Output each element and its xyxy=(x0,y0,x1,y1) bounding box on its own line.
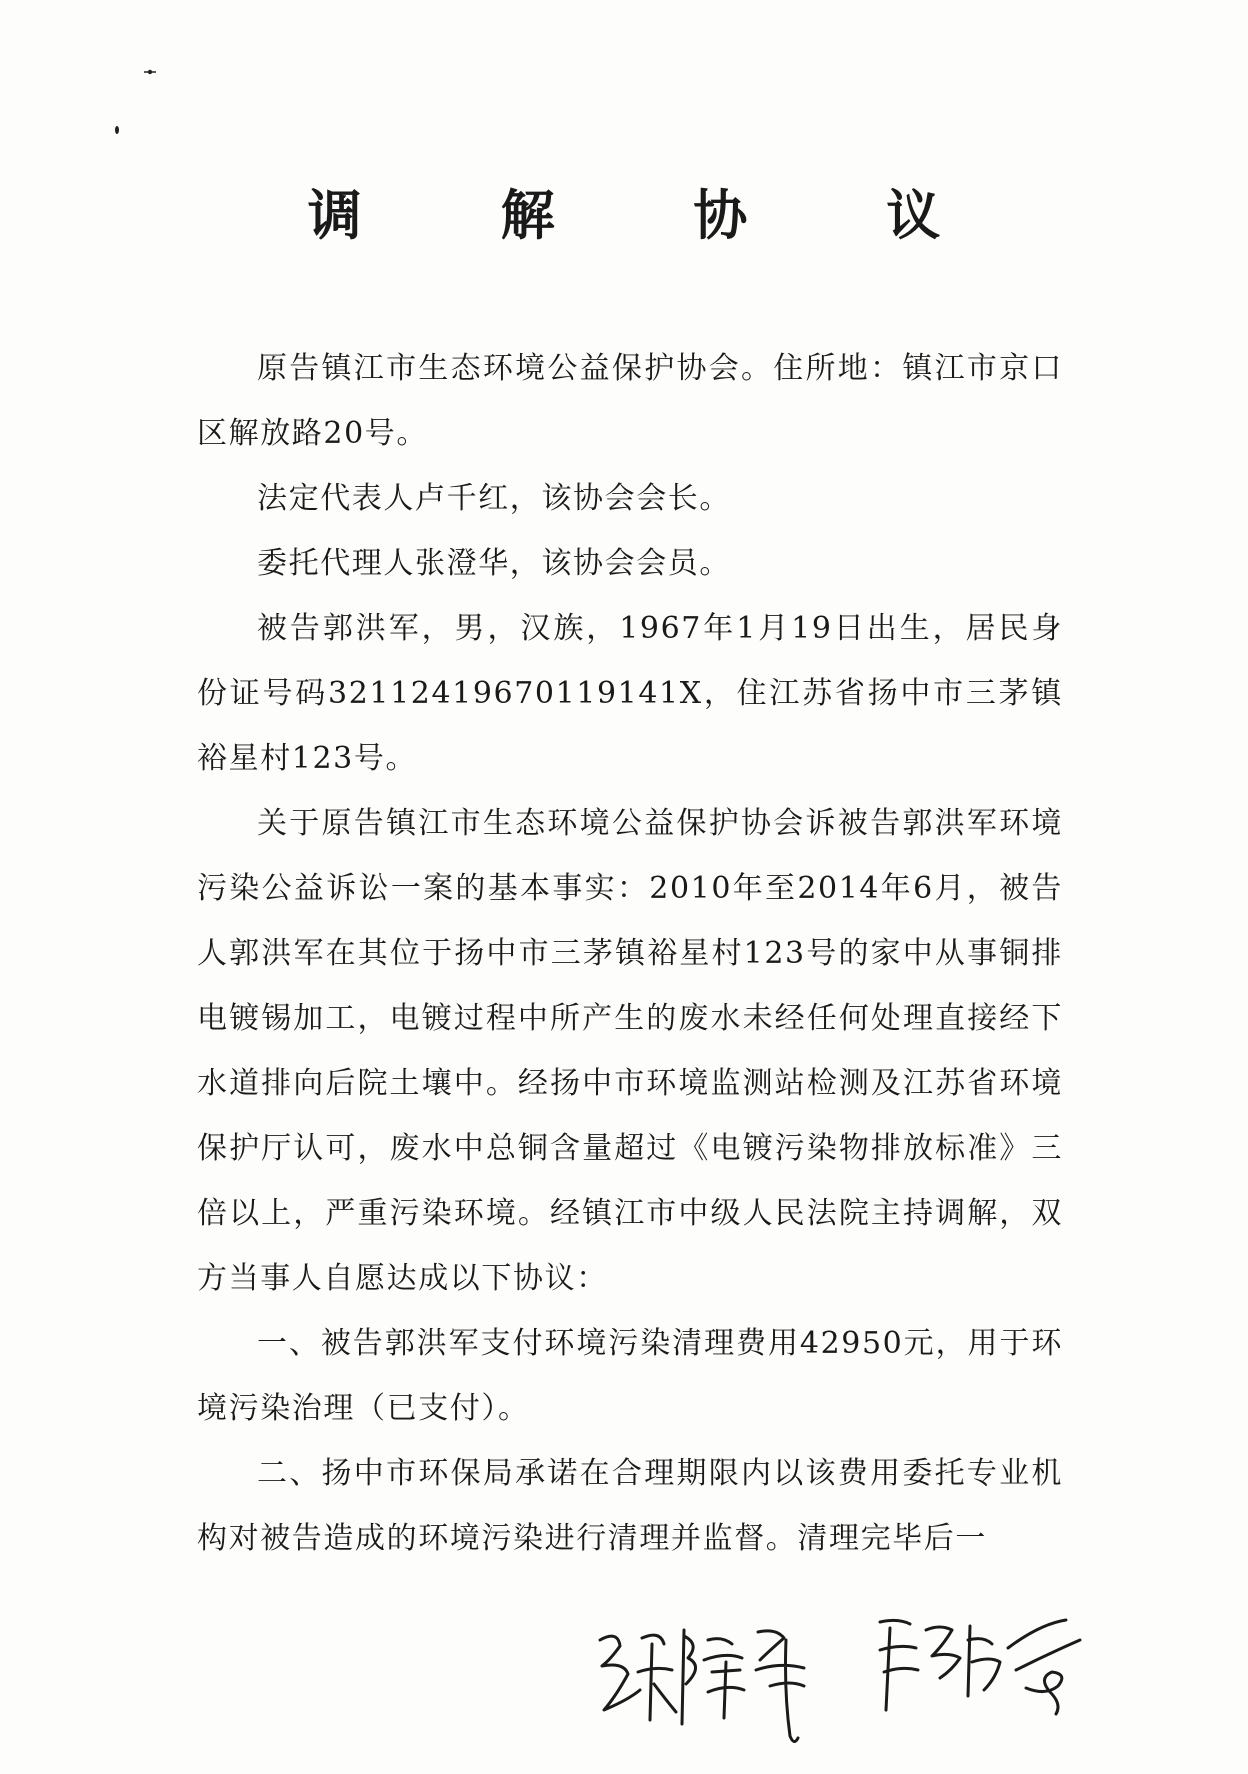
defendant-paragraph: 被告郭洪军，男，汉族，1967年1月19日出生，居民身份证号码32112419670119141X，住江苏省扬中市三茅镇裕星村123号。 xyxy=(197,611,1063,776)
legal-representative-paragraph: 法定代表人卢千红，该协会会长。 xyxy=(257,481,731,516)
facts-paragraph: 关于原告镇江市生态环境公益保护协会诉被告郭洪军环境污染公益诉讼一案的基本事实：2010年至2014年6月，被告人郭洪军在其位于扬中市三茅镇裕星村123号的家中从事铜排电镀锡加工，电镀过程中所产生的废水未经任何处理直接经下水道排向后院土壤中。经扬中市环境监测站检测及江苏省环境保护厅认可，废水中总铜含量超过《电镀污染物排放标准》三倍以上，严重污染环境。经镇江市中级人民法院主持调解，双方当事人自愿达成以下协议： xyxy=(197,806,1063,1296)
document-body xyxy=(197,336,1063,1571)
signature-zhang-chenghua xyxy=(600,1630,804,1742)
clause-one-paragraph: 一、被告郭洪军支付环境污染清理费用42950元，用于环境污染治理（已支付）。 xyxy=(197,1326,1063,1426)
scan-specks xyxy=(0,0,200,160)
handwritten-signatures xyxy=(580,1600,1100,1760)
document-title: 调 解 协 议 xyxy=(307,184,1001,247)
authorized-agent-paragraph: 委托代理人张澄华，该协会会员。 xyxy=(257,546,731,581)
signature-lu-qianhong xyxy=(880,1620,1080,1714)
clause-two-paragraph: 二、扬中市环保局承诺在合理期限内以该费用委托专业机构对被告造成的环境污染进行清理并监督。清理完毕后一 xyxy=(197,1456,1063,1556)
plaintiff-paragraph: 原告镇江市生态环境公益保护协会。住所地：镇江市京口区解放路20号。 xyxy=(197,351,1063,451)
